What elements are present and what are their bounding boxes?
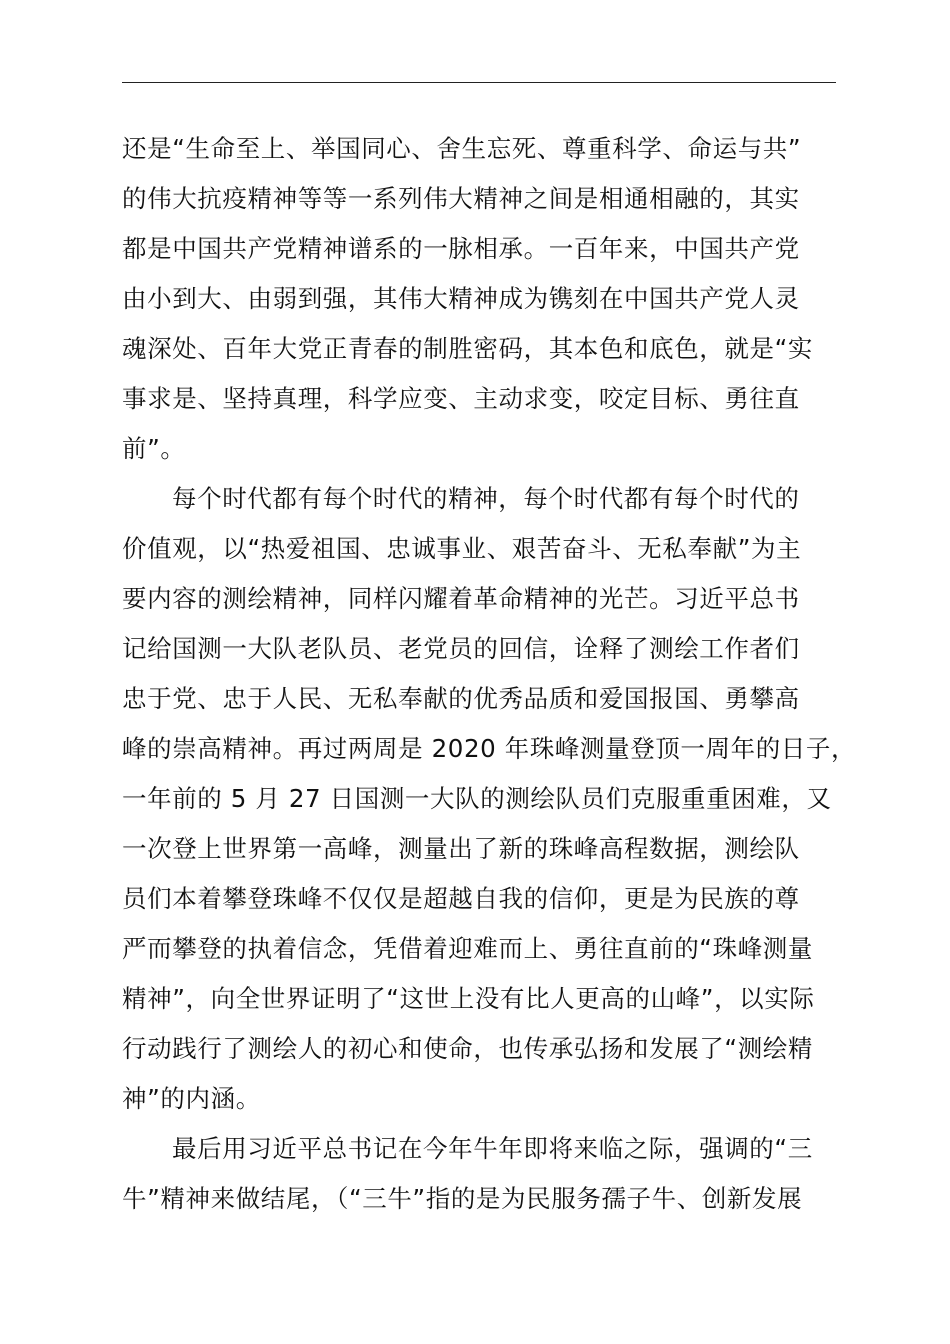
paragraph-1-line-2: 的伟大抗疫精神等等一系列伟大精神之间是相通相融的，其实 <box>122 184 800 213</box>
paragraph-2-line-8: 一次登上世界第一高峰，测量出了新的珠峰高程数据，测绘队 <box>122 834 800 863</box>
header-rule <box>122 82 836 83</box>
paragraph-2-line-7: 一年前的 5 月 27 日国测一大队的测绘队员们克服重重困难，又 <box>122 784 832 813</box>
paragraph-1-line-6: 事求是、坚持真理，科学应变、主动求变，咬定目标、勇往直 <box>122 384 800 413</box>
paragraph-2-line-1: 每个时代都有每个时代的精神，每个时代都有每个时代的 <box>172 484 800 513</box>
paragraph-3-line-1: 最后用习近平总书记在今年牛年即将来临之际，强调的“三 <box>172 1134 813 1163</box>
paragraph-2-line-5: 忠于党、忠于人民、无私奉献的优秀品质和爱国报国、勇攀高 <box>122 684 800 713</box>
paragraph-2-line-11: 精神”，向全世界证明了“这世上没有比人更高的山峰”，以实际 <box>122 984 815 1013</box>
paragraph-2-line-13: 神”的内涵。 <box>122 1084 261 1113</box>
paragraph-1-line-7: 前”。 <box>122 434 186 463</box>
paragraph-2-line-3: 要内容的测绘精神，同样闪耀着革命精神的光芒。习近平总书 <box>122 584 800 613</box>
paragraph-2-line-12: 行动践行了测绘人的初心和使命，也传承弘扬和发展了“测绘精 <box>122 1034 813 1063</box>
paragraph-2-line-2: 价值观，以“热爱祖国、忠诚事业、艰苦奋斗、无私奉献”为主 <box>122 534 802 563</box>
paragraph-1-line-4: 由小到大、由弱到强，其伟大精神成为镌刻在中国共产党人灵 <box>122 284 800 313</box>
paragraph-1-line-3: 都是中国共产党精神谱系的一脉相承。一百年来，中国共产党 <box>122 234 800 263</box>
paragraph-1-line-1: 还是“生命至上、举国同心、舍生忘死、尊重科学、命运与共” <box>122 134 802 163</box>
paragraph-2-line-4: 记给国测一大队老队员、老党员的回信，诠释了测绘工作者们 <box>122 634 800 663</box>
paragraph-2-line-10: 严而攀登的执着信念，凭借着迎难而上、勇往直前的“珠峰测量 <box>122 934 813 963</box>
paragraph-2-line-9: 员们本着攀登珠峰不仅仅是超越自我的信仰，更是为民族的尊 <box>122 884 800 913</box>
body-text <box>122 124 857 1224</box>
paragraph-2-line-6: 峰的崇高精神。再过两周是 2020 年珠峰测量登顶一周年的日子， <box>122 734 857 763</box>
paragraph-3-line-2: 牛”精神来做结尾，（“三牛”指的是为民服务孺子牛、创新发展 <box>122 1184 803 1213</box>
paragraph-1-line-5: 魂深处、百年大党正青春的制胜密码，其本色和底色，就是“实 <box>122 334 813 363</box>
